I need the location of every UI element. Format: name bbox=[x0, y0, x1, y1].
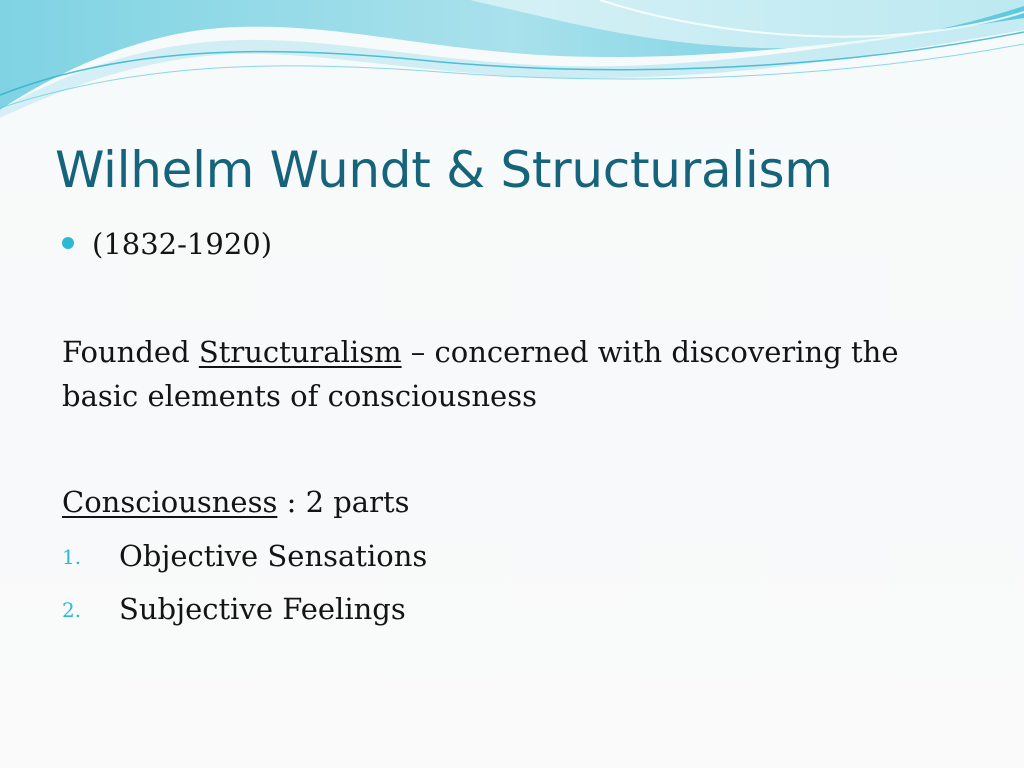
para2-rest: : 2 parts bbox=[277, 485, 410, 519]
date-bullet bbox=[62, 222, 272, 266]
para1-line2: basic elements of consciousness bbox=[62, 379, 537, 413]
list-item bbox=[62, 587, 406, 632]
list-item-text: Objective Sensations bbox=[119, 539, 428, 573]
structuralism-paragraph bbox=[62, 330, 899, 418]
list-number: 1. bbox=[62, 545, 82, 569]
list-item-text: Subjective Feelings bbox=[119, 592, 406, 626]
bullet-dot-icon bbox=[62, 237, 74, 249]
term-consciousness: Consciousness bbox=[62, 485, 278, 519]
term-structuralism: Structuralism bbox=[198, 335, 402, 369]
consciousness-paragraph bbox=[62, 480, 410, 524]
wave-decoration bbox=[0, 0, 1024, 120]
list-item bbox=[62, 534, 427, 579]
para1-prefix: Founded bbox=[62, 335, 199, 369]
slide-title: Wilhelm Wundt & Structuralism bbox=[55, 141, 833, 199]
para1-rest: – concerned with discovering the bbox=[401, 335, 899, 369]
date-range-text: (1832-1920) bbox=[92, 227, 273, 261]
list-number: 2. bbox=[62, 598, 82, 622]
